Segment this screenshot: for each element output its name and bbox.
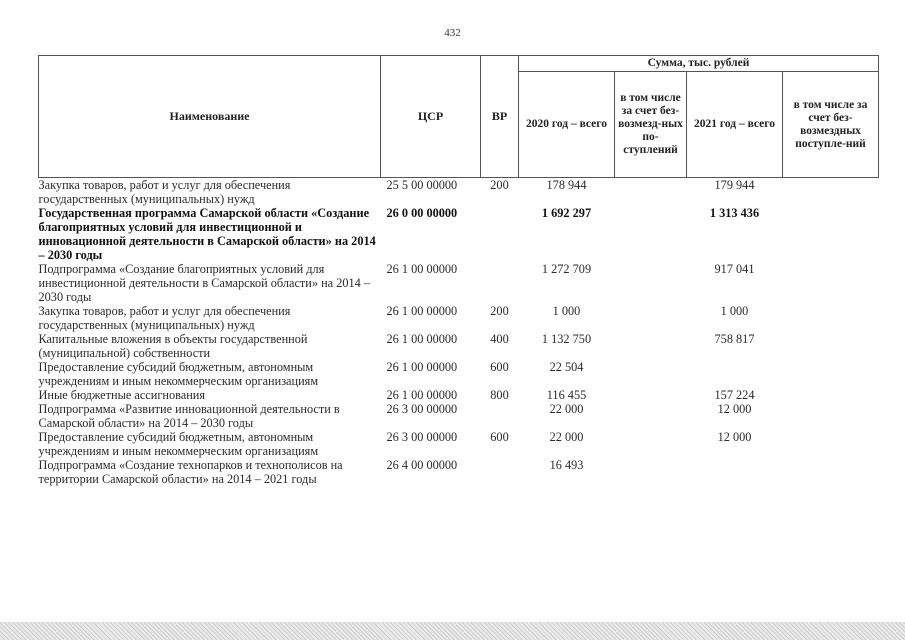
row-vr — [481, 458, 519, 486]
row-2021-total: 157 224 — [714, 388, 755, 402]
row-name: Подпрограмма «Развитие инновационной деятельности в Самарской области» на 2014 – 2030 годы — [38, 402, 340, 430]
row-vr: 600 — [490, 360, 509, 374]
row-2021-total: 1 313 436 — [709, 206, 760, 220]
page-number: 432 — [444, 27, 461, 39]
row-2021-free — [783, 388, 879, 402]
row-2020-free — [615, 332, 687, 360]
table-header — [39, 56, 879, 178]
header-2020-free: в том числе за счет без-возмезд-ных по-ступлений — [615, 72, 687, 178]
row-2020-total: 1 692 297 — [541, 206, 592, 220]
row-2020-free — [615, 178, 687, 207]
row-2021-total: 179 944 — [714, 178, 755, 192]
row-vr: 400 — [490, 332, 509, 346]
row-name: Закупка товаров, работ и услуг для обеспечения государственных (муниципальных) нужд — [38, 304, 291, 332]
row-2020-free — [615, 262, 687, 304]
row-vr — [481, 402, 519, 430]
row-name: Иные бюджетные ассигнования — [38, 388, 206, 402]
row-csr: 26 1 00 00000 — [386, 332, 458, 346]
row-csr: 25 5 00 00000 — [386, 178, 458, 192]
table-row — [39, 178, 879, 207]
row-2021-total: 12 000 — [717, 430, 752, 444]
row-2021-free — [783, 262, 879, 304]
table-row — [39, 332, 879, 360]
header-name: Наименование — [39, 56, 381, 178]
header-2021-free: в том числе за счет без-возмездных поступле-ний — [783, 72, 879, 178]
row-2020-free — [615, 304, 687, 332]
scan-edge — [0, 622, 905, 640]
row-vr: 200 — [490, 178, 509, 192]
table-row — [39, 304, 879, 332]
budget-table — [38, 55, 879, 486]
row-vr — [481, 262, 519, 304]
row-csr: 26 3 00 00000 — [386, 430, 458, 444]
row-vr: 800 — [490, 388, 509, 402]
row-csr: 26 4 00 00000 — [386, 458, 458, 472]
row-2020-free — [615, 388, 687, 402]
row-2020-total: 22 504 — [549, 360, 584, 374]
row-vr: 600 — [490, 430, 509, 444]
row-2021-free — [783, 304, 879, 332]
table-body — [39, 178, 879, 487]
row-2020-total: 16 493 — [549, 458, 584, 472]
row-2021-free — [783, 458, 879, 486]
header-sum-group: Сумма, тыс. рублей — [519, 56, 879, 72]
row-name: Предоставление субсидий бюджетным, автономным учреждениям и иным некоммерческим организациям — [38, 360, 319, 388]
table-row — [39, 430, 879, 458]
table-row — [39, 402, 879, 430]
row-name: Подпрограмма «Создание технопарков и технополисов на территории Самарской области» на 2014 – 2021 годы — [38, 458, 343, 486]
row-csr: 26 1 00 00000 — [386, 262, 458, 276]
row-csr: 26 1 00 00000 — [386, 304, 458, 318]
table-row — [39, 206, 879, 262]
table-row — [39, 388, 879, 402]
row-2020-total: 1 000 — [552, 304, 581, 318]
row-2020-total: 22 000 — [549, 430, 584, 444]
row-2021-total: 917 041 — [714, 262, 755, 276]
row-2021-free — [783, 206, 879, 262]
row-2020-total: 22 000 — [549, 402, 584, 416]
row-2020-total: 178 944 — [546, 178, 587, 192]
row-2020-free — [615, 360, 687, 388]
row-vr — [481, 206, 519, 262]
row-2021-total — [687, 458, 783, 486]
row-2021-free — [783, 178, 879, 207]
row-csr: 26 3 00 00000 — [386, 402, 458, 416]
row-2021-total: 1 000 — [720, 304, 749, 318]
row-2020-free — [615, 206, 687, 262]
header-vr: ВР — [481, 56, 519, 178]
row-name: Государственная программа Самарской области «Создание благоприятных условий для инвестиционной и инновационной деятельности в Самарской области» на 2014 – 2030 годы — [38, 206, 376, 262]
row-2021-total — [687, 360, 783, 388]
header-2021-total: 2021 год – всего — [687, 72, 783, 178]
row-csr: 26 1 00 00000 — [386, 388, 458, 402]
row-name: Подпрограмма «Создание благоприятных условий для инвестиционной деятельности в Самарской области» на 2014 – 2030 годы — [38, 262, 371, 304]
row-2020-total: 1 272 709 — [541, 262, 592, 276]
row-name: Капитальные вложения в объекты государственной (муниципальной) собственности — [38, 332, 308, 360]
table-row — [39, 360, 879, 388]
row-2021-total: 758 817 — [714, 332, 755, 346]
row-2021-free — [783, 360, 879, 388]
row-2020-free — [615, 402, 687, 430]
row-2020-free — [615, 430, 687, 458]
table-row — [39, 262, 879, 304]
row-2021-free — [783, 332, 879, 360]
row-2021-total: 12 000 — [717, 402, 752, 416]
row-2020-total: 1 132 750 — [541, 332, 592, 346]
row-name: Предоставление субсидий бюджетным, автономным учреждениям и иным некоммерческим организациям — [38, 430, 319, 458]
row-vr: 200 — [490, 304, 509, 318]
row-2021-free — [783, 402, 879, 430]
row-2020-total: 116 455 — [546, 388, 587, 402]
header-csr: ЦСР — [381, 56, 481, 178]
row-csr: 26 0 00 00000 — [386, 206, 458, 220]
row-2021-free — [783, 430, 879, 458]
row-2020-free — [615, 458, 687, 486]
row-csr: 26 1 00 00000 — [386, 360, 458, 374]
header-2020-total: 2020 год – всего — [519, 72, 615, 178]
table-row — [39, 458, 879, 486]
row-name: Закупка товаров, работ и услуг для обеспечения государственных (муниципальных) нужд — [38, 178, 291, 206]
